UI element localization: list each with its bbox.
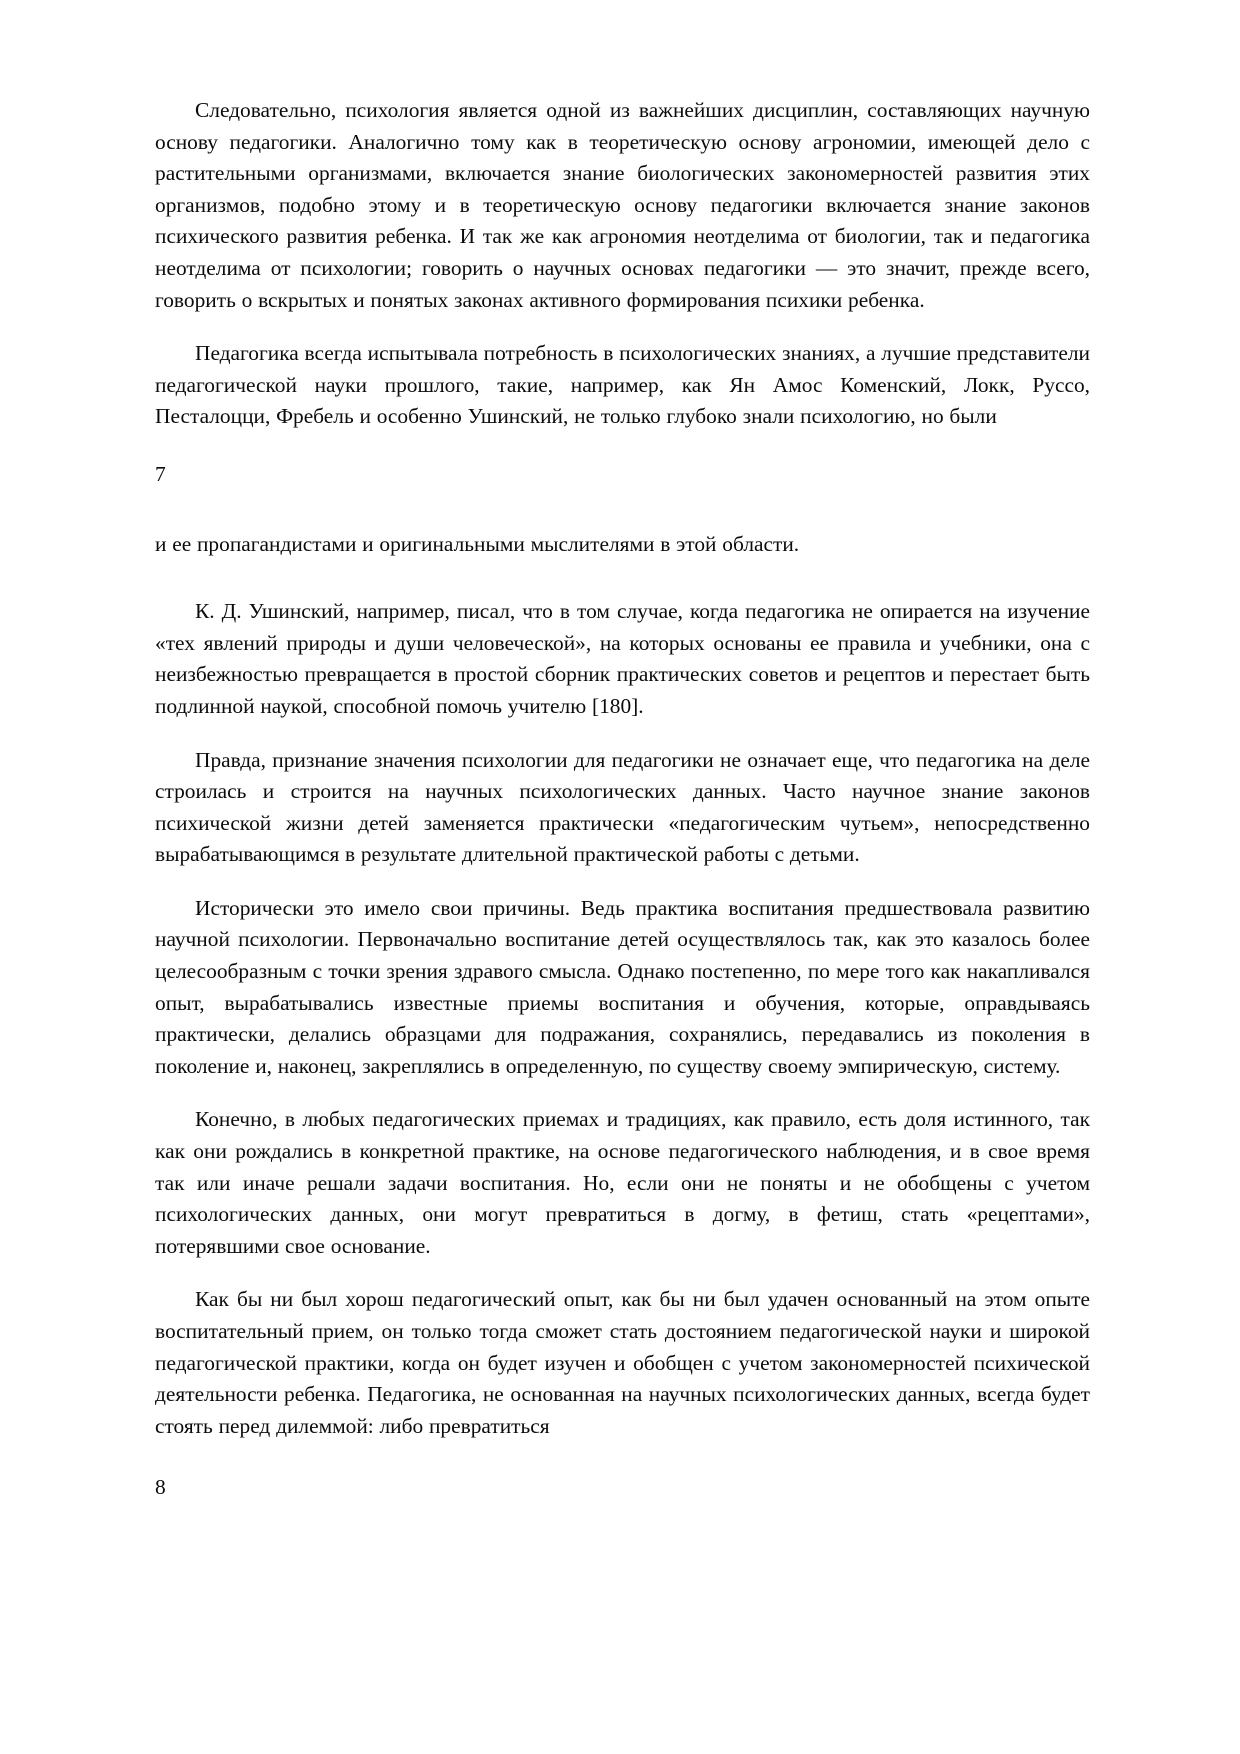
paragraph-konechno: Конечно, в любых педагогических приемах и традициях, как правило, есть доля истинного, так как они рождались в конкретной практике, на основе педагогического наблюдения, и в свое время так или иначе решали задачи воспитания. Но, если они не поняты и не обобщены с учетом психологических данных, они могут превратиться в догму, в фетиш, стать «рецептами», потерявшими свое основание.: [155, 1107, 1090, 1258]
paragraph-spacer: [155, 582, 1090, 596]
paragraph-sledovatelno: Следовательно, психология является одной из важнейших дисциплин, составляющих научную основу педагогики. Аналогично тому как в теоретическую основу агрономии, имеющей дело с растительными организмами, включается знание биологических закономерностей развития этих организмов, подобно этому и в теоретическую основу педагогики включается знание законов психического развития ребенка. И так же как агрономия неотделима от биологии, так и педагогика неотделима от психологии; говорить о научных основах педагогики — это значит, прежде всего, говорить о вскрытых и понятых законах активного формирования психики ребенка.: [155, 98, 1090, 312]
paragraph-pedagogika-vsegda: Педагогика всегда испытывала потребность в психологических знаниях, а лучшие представители педагогической науки прошлого, такие, например, как Ян Амос Коменский, Локк, Руссо, Песталоцци, Фребель и особенно Ушинский, не только глубоко знали психологию, но были: [155, 341, 1090, 429]
page-number-7: 7: [155, 461, 166, 486]
page-number-8: 8: [155, 1475, 166, 1500]
paragraph-ushinskiy: К. Д. Ушинский, например, писал, что в том случае, когда педагогика не опирается на изучение «тех явлений природы и души человеческой», на которых основаны ее правила и учебники, она с неизбежностью превращается в простой сборник практических советов и рецептов и перестает быть подлинной наукой, способной помочь учителю [180].: [155, 599, 1090, 718]
paragraph-istoricheski: Исторически это имело свои причины. Ведь практика воспитания предшествовала развитию научной психологии. Первоначально воспитание детей осуществлялось так, как это казалось более целесообразным с точки зрения здравого смысла. Однако постепенно, по мере того как накапливался опыт, вырабатывались известные приемы воспитания и обучения, которые, оправдываясь практически, делались образцами для подражания, сохранялись, передавались из поколения в поколение и, наконец, закреплялись в определенную, по существу своему эмпирическую, систему.: [155, 895, 1090, 1078]
paragraph-i-ee-propagandistami: и ее пропагандистами и оригинальными мыслителями в этой области.: [155, 531, 800, 556]
document-text-column: [155, 95, 1090, 1504]
paragraph-pravda: Правда, признание значения психологии для педагогики не означает еще, что педагогика на деле строилась и строится на научных психологических данных. Часто научное знание законов психической жизни детей заменяется практически «педагогическим чутьем», непосредственно вырабатывающимся в результате длительной практической работы с детьми.: [155, 747, 1090, 867]
paragraph-kak-by-ni-byl: Как бы ни был хорош педагогический опыт, как бы ни был удачен основанный на этом опыте воспитательный прием, он только тогда сможет стать достоянием педагогической науки и широкой педагогической практики, когда он будет изучен и обобщен с учетом закономерностей психической деятельности ребенка. Педагогика, не основанная на научных психологических данных, всегда будет стоять перед дилеммой: либо превратиться: [155, 1287, 1090, 1438]
